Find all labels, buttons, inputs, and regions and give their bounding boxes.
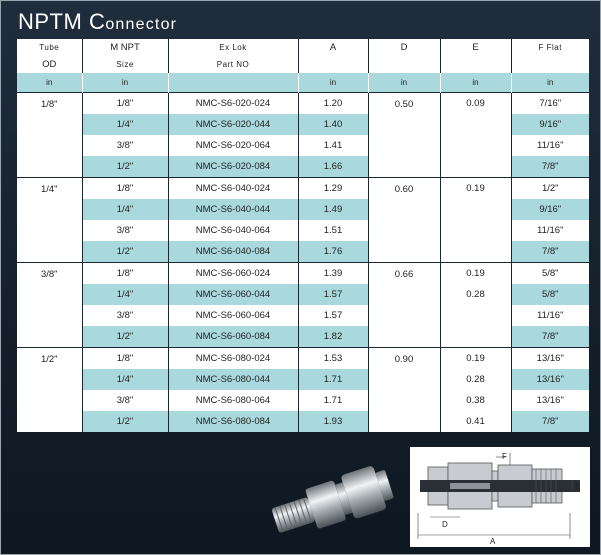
f-flat-cell: 11/16" [511, 305, 589, 326]
f-flat-cell: 7/8" [511, 411, 589, 432]
part-number-cell: NMC-S6-040-064 [168, 220, 298, 241]
f-flat-cell: 5/8" [511, 263, 589, 285]
mnpt-cell: 1/8" [82, 93, 168, 115]
f-flat-cell: 9/16" [511, 114, 589, 135]
header-exlok: Ex Lok [168, 39, 298, 56]
table-row [17, 263, 589, 285]
fitting-diagram [410, 447, 590, 547]
table-row [17, 93, 589, 115]
table-row [17, 156, 589, 178]
table-row [17, 178, 589, 200]
dim-e-cell: 0.28 [440, 284, 511, 305]
dim-a-cell: 1.82 [298, 326, 368, 348]
diagram-label-e: E [575, 482, 581, 491]
part-number-cell: NMC-S6-060-044 [168, 284, 298, 305]
mnpt-cell: 1/4" [82, 369, 168, 390]
title-rest: onnector [105, 16, 178, 33]
dim-e-cell: 0.19 [440, 348, 511, 370]
mnpt-cell: 3/8" [82, 220, 168, 241]
mnpt-cell: 1/8" [82, 348, 168, 370]
dim-a-cell: 1.39 [298, 263, 368, 285]
table-row [17, 220, 589, 241]
spec-table-body [17, 93, 589, 433]
header-od: OD [42, 59, 57, 70]
unit-cell: in [17, 73, 82, 93]
header-mnpt: M NPT [82, 39, 168, 56]
f-flat-cell: 11/16" [511, 220, 589, 241]
dim-d-cell: 0.50 [368, 93, 440, 178]
dim-d-cell: 0.60 [368, 178, 440, 263]
tube-od-cell: 1/8" [17, 93, 82, 178]
part-number-cell: NMC-S6-040-024 [168, 178, 298, 200]
table-row [17, 369, 589, 390]
spec-table [17, 39, 589, 432]
dim-e-cell [440, 305, 511, 326]
dim-a-cell: 1.29 [298, 178, 368, 200]
part-number-cell: NMC-S6-020-084 [168, 156, 298, 178]
dim-a-cell: 1.71 [298, 390, 368, 411]
part-number-cell: NMC-S6-040-044 [168, 199, 298, 220]
mnpt-cell: 1/2" [82, 411, 168, 432]
tube-od-cell: 1/4" [17, 178, 82, 263]
mnpt-cell: 3/8" [82, 135, 168, 156]
diagram-label-a: A [490, 537, 496, 546]
f-flat-cell: 13/16" [511, 348, 589, 370]
dim-a-cell: 1.51 [298, 220, 368, 241]
dim-a-cell: 1.49 [298, 199, 368, 220]
dim-a-cell: 1.71 [298, 369, 368, 390]
unit-cell: in [82, 73, 168, 93]
part-number-cell: NMC-S6-080-084 [168, 411, 298, 432]
dim-e-cell: 0.28 [440, 369, 511, 390]
part-number-cell: NMC-S6-060-064 [168, 305, 298, 326]
table-row [17, 114, 589, 135]
f-flat-cell: 5/8" [511, 284, 589, 305]
unit-cell: in [298, 73, 368, 93]
dim-a-cell: 1.57 [298, 305, 368, 326]
dim-a-cell: 1.76 [298, 241, 368, 263]
mnpt-cell: 1/2" [82, 326, 168, 348]
unit-cell: in [440, 73, 511, 93]
header-partno: Part NO [168, 56, 298, 73]
mnpt-cell: 1/4" [82, 199, 168, 220]
part-number-cell: NMC-S6-020-024 [168, 93, 298, 115]
table-row [17, 411, 589, 432]
f-flat-cell: 13/16" [511, 390, 589, 411]
diagram-label-f: F [502, 452, 507, 461]
part-number-cell: NMC-S6-040-084 [168, 241, 298, 263]
dim-a-cell: 1.66 [298, 156, 368, 178]
part-number-cell: NMC-S6-060-084 [168, 326, 298, 348]
dim-a-cell: 1.41 [298, 135, 368, 156]
header-fflat: F Flat [511, 39, 589, 56]
tube-od-cell: 1/2" [17, 348, 82, 433]
f-flat-cell: 9/16" [511, 199, 589, 220]
table-row [17, 284, 589, 305]
mnpt-cell: 3/8" [82, 305, 168, 326]
mnpt-cell: 1/4" [82, 114, 168, 135]
table-row [17, 135, 589, 156]
dim-e-cell [440, 326, 511, 348]
tube-od-cell: 3/8" [17, 263, 82, 348]
f-flat-cell: 13/16" [511, 369, 589, 390]
table-row [17, 390, 589, 411]
part-number-cell: NMC-S6-080-044 [168, 369, 298, 390]
header-e: E [440, 39, 511, 56]
dim-a-cell: 1.57 [298, 284, 368, 305]
mnpt-cell: 3/8" [82, 390, 168, 411]
table-row [17, 305, 589, 326]
header-a: A [298, 39, 368, 56]
dim-e-cell [440, 199, 511, 220]
diagram-label-d: D [442, 520, 448, 529]
unit-cell: in [368, 73, 440, 93]
part-number-cell: NMC-S6-020-064 [168, 135, 298, 156]
f-flat-cell: 11/16" [511, 135, 589, 156]
page-title [18, 9, 177, 35]
dim-a-cell: 1.53 [298, 348, 368, 370]
dim-a-cell: 1.20 [298, 93, 368, 115]
header-d: D [368, 39, 440, 56]
dim-e-cell: 0.38 [440, 390, 511, 411]
mnpt-cell: 1/8" [82, 263, 168, 285]
f-flat-cell: 7/8" [511, 241, 589, 263]
dim-e-cell [440, 241, 511, 263]
mnpt-cell: 1/2" [82, 241, 168, 263]
table-row [17, 326, 589, 348]
dim-e-cell: 0.41 [440, 411, 511, 432]
f-flat-cell: 7/8" [511, 326, 589, 348]
dim-e-cell [440, 220, 511, 241]
part-number-cell: NMC-S6-080-064 [168, 390, 298, 411]
f-flat-cell: 7/8" [511, 156, 589, 178]
mnpt-cell: 1/4" [82, 284, 168, 305]
header-tube: Tube [39, 43, 60, 52]
mnpt-cell: 1/8" [82, 178, 168, 200]
f-flat-cell: 1/2" [511, 178, 589, 200]
dim-e-cell: 0.19 [440, 178, 511, 200]
dim-e-cell [440, 114, 511, 135]
dim-d-cell: 0.90 [368, 348, 440, 433]
dim-e-cell: 0.19 [440, 263, 511, 285]
title-main: NPTM C [18, 9, 106, 34]
table-row [17, 348, 589, 370]
f-flat-cell: 7/16" [511, 93, 589, 115]
part-number-cell: NMC-S6-080-024 [168, 348, 298, 370]
dim-a-cell: 1.40 [298, 114, 368, 135]
mnpt-cell: 1/2" [82, 156, 168, 178]
dim-e-cell [440, 156, 511, 178]
fitting-photo [263, 453, 403, 543]
dim-a-cell: 1.93 [298, 411, 368, 432]
dim-e-cell [440, 135, 511, 156]
part-number-cell: NMC-S6-020-044 [168, 114, 298, 135]
table-row [17, 199, 589, 220]
table-row [17, 241, 589, 263]
header-size: Size [82, 56, 168, 73]
part-number-cell: NMC-S6-060-024 [168, 263, 298, 285]
dim-d-cell: 0.66 [368, 263, 440, 348]
dim-e-cell: 0.09 [440, 93, 511, 115]
unit-cell: in [511, 73, 589, 93]
